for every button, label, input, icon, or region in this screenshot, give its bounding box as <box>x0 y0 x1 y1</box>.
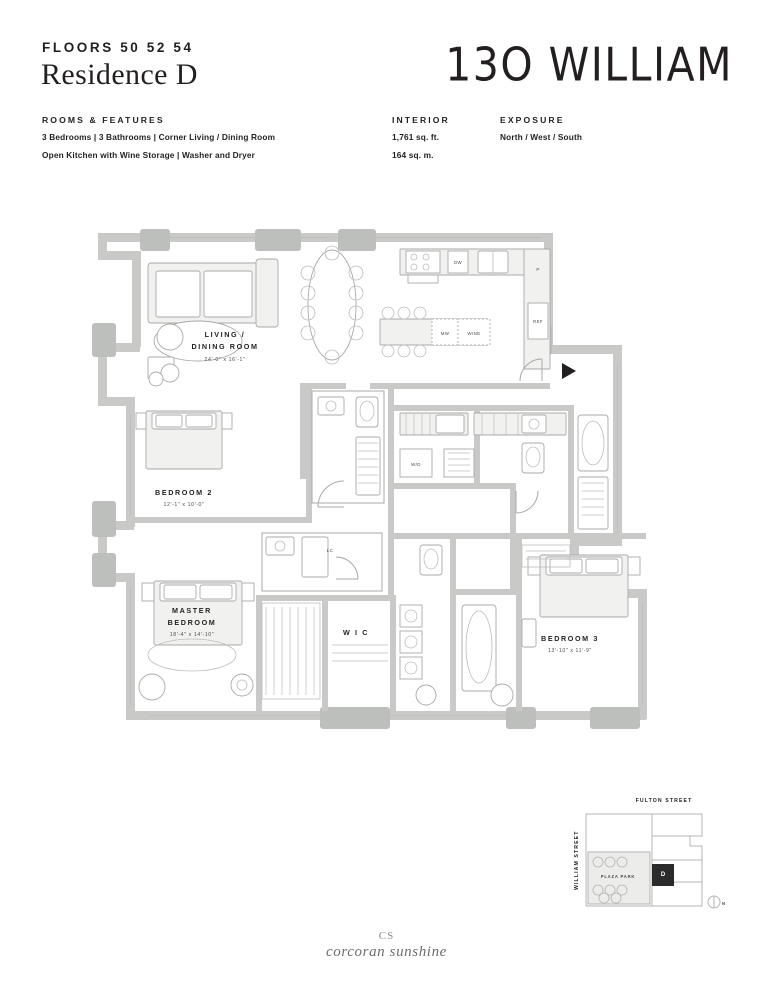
corcoran-logo-mark: CS <box>378 930 395 942</box>
rooms-and-features-block <box>42 115 342 162</box>
svg-text:WINE: WINE <box>467 331 481 336</box>
exposure-block <box>500 115 680 143</box>
svg-text:DINING ROOM: DINING ROOM <box>191 342 259 351</box>
svg-text:13'-10" x 11'-9": 13'-10" x 11'-9" <box>547 648 593 654</box>
svg-text:12'-1" x 10'-0": 12'-1" x 10'-0" <box>163 502 205 508</box>
floor-plan <box>70 215 710 775</box>
rooms-line-2: Open Kitchen with Wine Storage | Washer and Dryer <box>42 150 256 161</box>
compass-north-label: N <box>722 901 726 906</box>
residence-title: Residence D <box>41 58 198 91</box>
svg-text:18'-4" x 14'-10": 18'-4" x 14'-10" <box>169 632 215 638</box>
svg-text:REF: REF <box>533 319 543 324</box>
keymap-street-top: FULTON STREET <box>635 798 693 804</box>
brand-title: 13O WILLIAM <box>445 38 733 92</box>
svg-text:P: P <box>536 267 540 272</box>
interior-sqft: 1,761 sq. ft. <box>392 132 440 142</box>
svg-text:BEDROOM 2: BEDROOM 2 <box>155 488 213 497</box>
interior-block <box>392 115 492 162</box>
interior-sqm: 164 sq. m. <box>392 150 434 161</box>
svg-text:24'-0" x 16'-1": 24'-0" x 16'-1" <box>204 357 246 363</box>
document-header <box>0 0 773 170</box>
svg-text:W I C: W I C <box>343 628 369 637</box>
rooms-heading: ROOMS & FEATURES <box>42 115 165 125</box>
svg-text:MASTER: MASTER <box>172 606 212 615</box>
svg-text:LC: LC <box>326 548 334 553</box>
footer <box>0 930 773 961</box>
keymap-unit-label: D <box>660 872 666 878</box>
rooms-line-1: 3 Bedrooms | 3 Bathrooms | Corner Living / Dining Room <box>42 132 276 142</box>
exposure-heading: EXPOSURE <box>500 115 565 125</box>
interior-heading: INTERIOR <box>392 115 450 125</box>
svg-text:BEDROOM: BEDROOM <box>167 618 217 627</box>
svg-text:DW: DW <box>453 260 463 265</box>
keymap-park-label: PLAZA PARK <box>600 874 636 879</box>
exposure-value: North / West / South <box>500 132 583 142</box>
floors-label: FLOORS 50 52 54 <box>42 40 194 55</box>
svg-text:BEDROOM 3: BEDROOM 3 <box>541 634 599 643</box>
corcoran-sunshine-brand: corcoran sunshine <box>326 944 447 960</box>
svg-text:LIVING /: LIVING / <box>204 330 246 339</box>
svg-text:MW: MW <box>440 331 450 336</box>
keymap-street-left: WILLIAM STREET <box>574 830 580 890</box>
site-key-map <box>552 790 732 930</box>
svg-text:W/D: W/D <box>411 462 421 467</box>
